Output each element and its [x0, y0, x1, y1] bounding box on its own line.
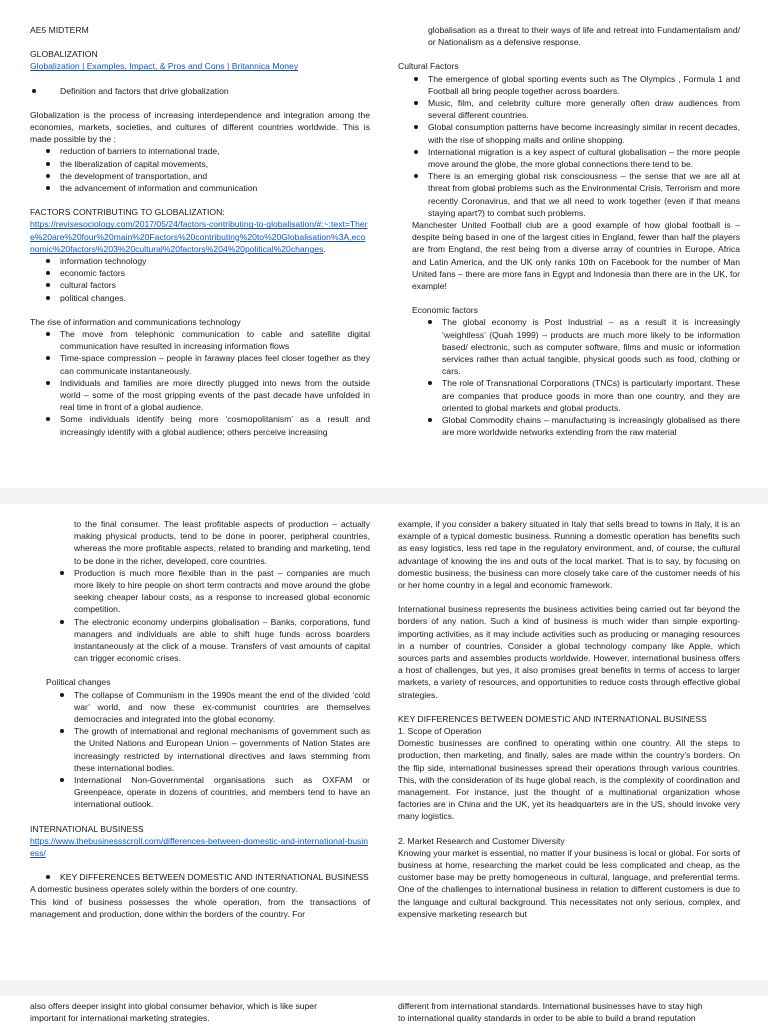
page1-left-column — [30, 24, 370, 438]
list-item: information technology — [30, 255, 370, 267]
britannica-link[interactable]: Globalization | Examples, Impact, & Pros and Cons | Britannica Money — [30, 61, 299, 72]
page3-left-line-2: important for international marketing strategies. — [30, 1013, 210, 1024]
list-item: Global consumption patterns have become increasingly similar in recent decades, with the rise of shopping malls and online shopping. — [398, 121, 740, 145]
list-item: Music, film, and celebrity culture more generally often draw audiences from several different countries. — [398, 97, 740, 121]
list-item: The global economy is Post Industrial – as a result it is increasingly ‘weightless’ (Quah 1999) – products are much more likely to be information based/ electronic, such as computer software, films and music or information services rather than actual tangible, physical goods such as food, clothing or cars. — [398, 316, 740, 377]
page2-right-column — [398, 518, 740, 920]
globalization-heading: GLOBALIZATION — [30, 49, 98, 60]
domestic-paragraph: A domestic business operates solely within the borders of one country. — [30, 884, 298, 895]
list-item: International Non-Governmental organisations such as OXFAM or Greenpeace, operate in dozens of countries, and members tend to have an international outlook. — [30, 774, 370, 811]
list-item: The growth of international and regional mechanisms of government such as the United Nations and European Union – governments of Nation States are increasingly restricted by international directives and laws stemming from these international bodies. — [30, 725, 370, 774]
factors-list — [30, 255, 370, 304]
market-paragraph: Knowing your market is essential, no matter if your business is local or global. For sorts of business at home, researching the market could be less complicated and cheap, as the customer base may be pretty homogeneous in cultural, language, and preferential terms. One of the challenges to international business in relation to different customers is due to the language and cultural background. This necessitates not only serious, complex, and expensive marketing research but — [398, 847, 740, 919]
page1-right-column — [398, 24, 740, 439]
list-item: the development of transportation, and — [30, 170, 370, 182]
ict-list — [30, 328, 370, 438]
political-list — [30, 689, 370, 811]
possible-list — [30, 145, 370, 194]
continuation-text: globalisation as a threat to their ways of life and retreat into Fundamentalism and/ or Nationalism as a defensive response. — [428, 25, 740, 48]
list-item: Global Commodity chains – manufacturing is increasingly globalised as there are more worldwide networks extending from the raw material — [398, 414, 740, 438]
businessscroll-link[interactable]: https://www.thebusinessscroll.com/differences-between-domestic-and-international-business/ — [30, 835, 369, 859]
page3-left-column — [30, 1000, 370, 1024]
list-item: Production is much more flexible than in the past – companies are much more likely to hire people on short term contracts and move around the globe seeking cheaper labour costs, as a response to increased global economic competition. — [30, 567, 370, 616]
list-item: political changes. — [30, 292, 370, 304]
list-item: The electronic economy underpins globalisation – Banks, corporations, fund managers and individuals are able to shift huge funds across boarders instantaneously at the click of a mouse. Transfers of vast amounts of capital can trigger economic crises. — [30, 616, 370, 665]
list-item: reduction of barriers to international trade, — [30, 145, 370, 157]
domestic-paragraph-2: This kind of business possesses the whole operation, from the transactions of management and production, done within the borders of the country. For — [30, 896, 370, 919]
list-item: The emergence of global sporting events such as The Olympics , Formula 1 and Football all bring people together across boarders. — [398, 73, 740, 97]
page-separator — [0, 980, 768, 996]
page3-right-column — [398, 1000, 740, 1024]
list-item: Time-space compression – people in faraway places feel closer together as they can communicate instantaneously. — [30, 352, 370, 376]
key-differences-heading: KEY DIFFERENCES BETWEEN DOMESTIC AND INTERNATIONAL BUSINESS — [398, 713, 707, 724]
cultural-list — [398, 73, 740, 219]
scope-heading: 1. Scope of Operation — [398, 726, 482, 737]
page3-right-line-1: different from international standards. International businesses have to stay high — [398, 1001, 703, 1011]
ict-heading: The rise of information and communications technology — [30, 316, 241, 327]
definition-bullet: Definition and factors that drive globalization — [30, 85, 370, 97]
manchester-paragraph: Manchester United Football club are a good example of how global football is – despite being based in one of the largest cities in England, fewer than half the players are from England, the rest being from a diverse array of countries in Europe, Africa and Latin America, and the UK only ranks 10th on Facebook for the number of Man United fans – there are more fans in Egypt and Indonesia than there are in the UK, for example! — [412, 220, 740, 292]
definition-paragraph: Globalization is the process of increasing interdependence and integration among the economies, markets, societies, and cultures of different countries worldwide. This is made possible by the : — [30, 109, 370, 145]
list-item: International migration is a key aspect of cultural globalisation – the more people move around the globe, the more global connections there tend to be. — [398, 146, 740, 170]
list-item: The collapse of Communism in the 1990s meant the end of the divided ‘cold war’ world, and now these ex-communist countries are themselves democracies and integrated into the global economy. — [30, 689, 370, 726]
list-item: The move from telephonic communication to cable and satellite digital communication have resulted in increasing information flows — [30, 328, 370, 352]
document-page-2 — [0, 504, 768, 992]
bakery-paragraph: example, if you consider a bakery situated in Italy that sells bread to towns in Italy, it is an example of a typical domestic business. Running a domestic operation has benefits such as easy logistics, less red tape in the regulatory environment, and, of course, the cultural advantage of knowing the ins and outs of the local market. That is to say, by focusing on domestic business, the business can more closely take care of the customer needs of his or her home country in a legal and economic framework. — [398, 519, 740, 591]
page2-left-column — [30, 518, 370, 920]
document-title: AE5 MIDTERM — [30, 25, 89, 35]
page-separator — [0, 488, 768, 504]
list-item: cultural factors — [30, 279, 370, 291]
list-item: the advancement of information and communication — [30, 182, 370, 194]
link-period: . — [323, 243, 326, 254]
factors-heading: FACTORS CONTRIBUTING TO GLOBALIZATION: — [30, 207, 225, 218]
continuation-text: to the final consumer. The least profitable aspects of production – actually making physical products, tend to be done in poorer, peripheral countries, whereas the more profitable aspects, related to branding and marketing, tend to be done in the richer, developed, core countries. — [74, 519, 370, 566]
page3-right-line-2: to international quality standards in order to be able to build a brand reputation — [398, 1013, 696, 1024]
international-business-heading: INTERNATIONAL BUSINESS — [30, 823, 144, 834]
list-item: There is an emerging global risk consciousness – the sense that we are all at threat from global problems such as the Environmental Crisis, Terrorism and more recently Coronavirus, and that we all need to work together (even if that means staying apart?) to combat such problems. — [398, 170, 740, 219]
economic-heading: Economic factors — [412, 305, 478, 316]
political-heading: Political changes — [46, 677, 111, 688]
key-differences-bullet: KEY DIFFERENCES BETWEEN DOMESTIC AND INTERNATIONAL BUSINESS — [30, 871, 370, 883]
page3-left-line-1: also offers deeper insight into global consumer behavior, which is like super — [30, 1001, 317, 1011]
economic-list-continued — [30, 567, 370, 665]
list-item: Individuals and families are more directly plugged into news from the outside world – some of the most gripping events of the past decade have unfolded in real time in front of a global audience. — [30, 377, 370, 414]
document-page-1 — [0, 0, 768, 488]
market-heading: 2. Market Research and Customer Diversity — [398, 835, 565, 846]
document-page-3 — [0, 996, 768, 1024]
international-business-paragraph: International business represents the business activities being carried out far beyond the borders of any nation. Such a kind of business is much wider than simple exporting-importing activities, as it may include activities such as producing or managing resources in a number of countries. Consider a global technology company like Apple, which sources parts and assembles products worldwide. However, international business offers a host of challenges, but yes, it also promises great benefits in terms of access to larger markets, a variety of resources, and opportunities to reduce costs through effective global strategies. — [398, 604, 740, 700]
revisesociology-link[interactable]: https://revisesociology.com/2017/05/24/factors-contributing-to-globalisation/#:~:text=There%20are%20four%20main%20Factors%20contributing%20to%20Globalisation%3A,economic%20factors%203%20cultural%20factors%204%20political%20changes — [30, 219, 368, 254]
scope-paragraph: Domestic businesses are confined to operating within one country. All the steps to production, then marketing, and finally, sales are made within the country’s borders. On the flip side, international businesses spread their operations through various countries. This, with the consideration of its huge global reach, is the complexity of coordination and management. For instance, just the thought of a multinational organization whose factories are in China and the UK, yet its headquarters are in the US, should invoke very many logistics. — [398, 738, 740, 822]
list-item: the liberalization of capital movements, — [30, 158, 370, 170]
economic-list — [398, 316, 740, 438]
cultural-heading: Cultural Factors — [398, 61, 459, 72]
list-item: economic factors — [30, 267, 370, 279]
list-item: The role of Transnational Corporations (TNCs) is particularly important. These are companies that produce goods in more than one country, and they are oriented to global markets and global products. — [398, 377, 740, 414]
list-item: Some individuals identify being more ‘cosmopolitanism’ as a result and increasingly identify with a global audience; others perceive increasing — [30, 413, 370, 437]
